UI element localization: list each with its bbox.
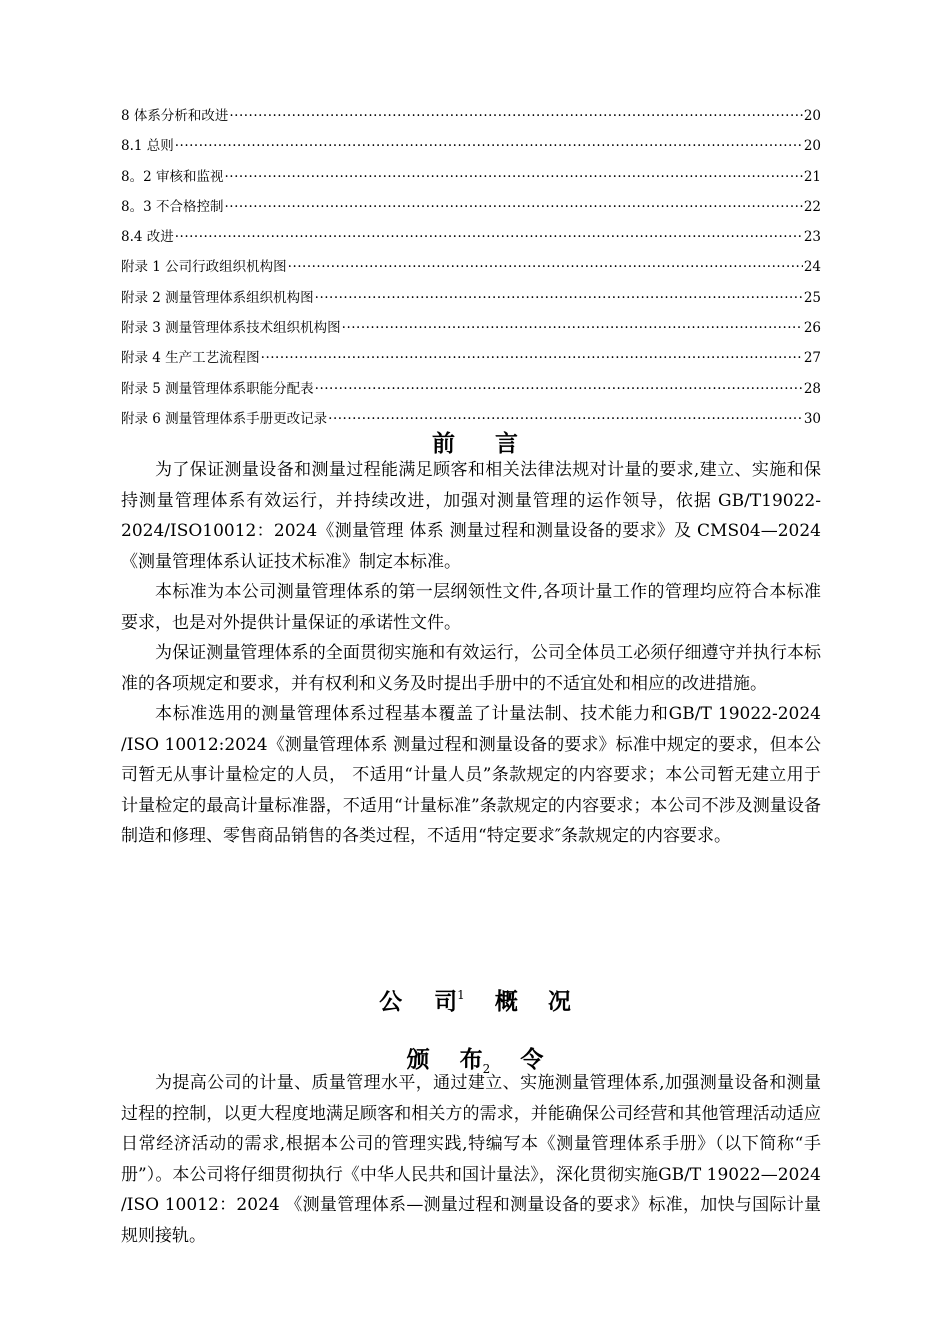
table-of-contents [121, 101, 821, 434]
heading-char: 令 [520, 1046, 544, 1073]
toc-entry-page: 22 [803, 198, 821, 215]
foreword-body [121, 455, 821, 852]
toc-entry-page: 23 [803, 229, 821, 246]
foreword-paragraph: 为了保证测量设备和测量过程能满足顾客和相关法律法规对计量的要求,建立、实施和保持测量管理体系有效运行，并持续改进，加强对测量管理的运作领导，依据 GB/T19022-2024/ISO10012：2024《测量管理 体系 测量过程和测量设备的要求》及 CMS04—2024《测量管理体系认证技术标准》制定本标准。 [121, 460, 821, 572]
toc-entry-page: 20 [803, 108, 821, 124]
toc-entry-label: 附录 5 测量管理体系职能分配表 [121, 380, 314, 397]
toc-entry[interactable] [121, 101, 821, 131]
toc-leader-dots [175, 222, 803, 252]
heading-char: 概 [494, 988, 518, 1015]
toc-entry-page: 24 [803, 259, 821, 276]
company-overview-heading [0, 983, 950, 1016]
foreword-paragraph: 本标准为本公司测量管理体系的第一层纲领性文件,各项计量工作的管理均应符合本标准要求，也是对外提供计量保证的承诺性文件。 [121, 582, 821, 633]
toc-entry-label: 8 体系分析和改进 [121, 108, 229, 124]
toc-entry-label: 8.4 改进 [121, 229, 174, 246]
toc-entry-label: 8。2 审核和监视 [121, 168, 224, 185]
heading-char: 况 [547, 988, 571, 1015]
foreword-paragraph: 本标准选用的测量管理体系过程基本覆盖了计量法制、技术能力和GB/T 19022-2024 /ISO 10012:2024《测量管理体系 测量过程和测量设备的要求》标准中规定的要求，但本公司暂无从事计量检定的人员， 不适用“计量人员”条款规定的内容要求；本公司暂无建立用于计量检定的最高计量标准器，不适用“计量标准”条款规定的内容要求；本公司不涉及测量设备制造和修理、零售商品销售的各类过程，不适用“特定要求″条款规定的内容要求。 [121, 704, 821, 846]
toc-entry-page: 25 [803, 289, 821, 306]
toc-entry-page: 26 [803, 320, 821, 337]
toc-entry-label: 附录 4 生产工艺流程图 [121, 350, 260, 367]
toc-entry-page: 28 [803, 380, 821, 397]
toc-entry[interactable] [121, 313, 821, 343]
heading-char: 公 [379, 988, 403, 1015]
toc-entry-page: 21 [803, 168, 821, 185]
foreword-paragraph: 为保证测量管理体系的全面贯彻实施和有效运行，公司全体员工必须仔细遵守并执行本标准的各项规定和要求，并有权利和义务及时提出手册中的不适宜处和相应的改进措施。 [121, 643, 821, 694]
toc-entry-label: 8。3 不合格控制 [121, 198, 224, 215]
toc-leader-dots [261, 343, 803, 373]
toc-leader-dots [315, 283, 803, 313]
toc-entry-label: 附录 3 测量管理体系技术组织机构图 [121, 320, 341, 337]
toc-entry[interactable] [121, 374, 821, 404]
footnote-marker[interactable]: 1 [457, 988, 465, 1002]
heading-char: 颁 [406, 1046, 430, 1073]
toc-entry[interactable] [121, 252, 821, 282]
toc-entry[interactable] [121, 162, 821, 192]
decree-body [121, 1068, 821, 1251]
toc-entry[interactable] [121, 222, 821, 252]
toc-entry-label: 附录 1 公司行政组织机构图 [121, 259, 287, 276]
toc-entry-label: 8.1 总则 [121, 138, 174, 155]
toc-entry[interactable] [121, 343, 821, 373]
toc-leader-dots [342, 313, 803, 343]
toc-leader-dots [224, 192, 802, 222]
toc-leader-dots [229, 101, 802, 131]
toc-leader-dots [288, 252, 803, 282]
toc-leader-dots [315, 374, 803, 404]
foreword-heading: 前言 [432, 430, 558, 457]
toc-entry-page: 20 [803, 138, 821, 155]
toc-entry-label: 附录 2 测量管理体系组织机构图 [121, 289, 314, 306]
heading-char: 司 [434, 988, 458, 1015]
footnote-marker[interactable]: 2 [482, 1062, 491, 1076]
toc-leader-dots [224, 162, 802, 192]
toc-entry-page: 30 [803, 410, 821, 427]
toc-entry[interactable] [121, 283, 821, 313]
toc-entry-label: 附录 6 测量管理体系手册更改记录 [121, 410, 328, 427]
toc-entry-page: 27 [803, 350, 821, 367]
toc-entry[interactable] [121, 192, 821, 222]
toc-leader-dots [175, 131, 803, 161]
decree-paragraph: 为提高公司的计量、质量管理水平，通过建立、实施测量管理体系,加强测量设备和测量过程的控制，以更大程度地满足顾客和相关方的需求，并能确保公司经营和其他管理活动适应日常经济活动的需求,根据本公司的管理实践,特编写本《测量管理体系手册》（以下简称“手册”）。本公司将仔细贯彻执行《中华人民共和国计量法》，深化贯彻实施GB/T 19022—2024 /ISO 10012：2024 《测量管理体系—测量过程和测量设备的要求》标准，加快与国际计量规则接轨。 [121, 1073, 821, 1246]
heading-char: 布 [459, 1046, 483, 1073]
toc-entry[interactable] [121, 131, 821, 161]
